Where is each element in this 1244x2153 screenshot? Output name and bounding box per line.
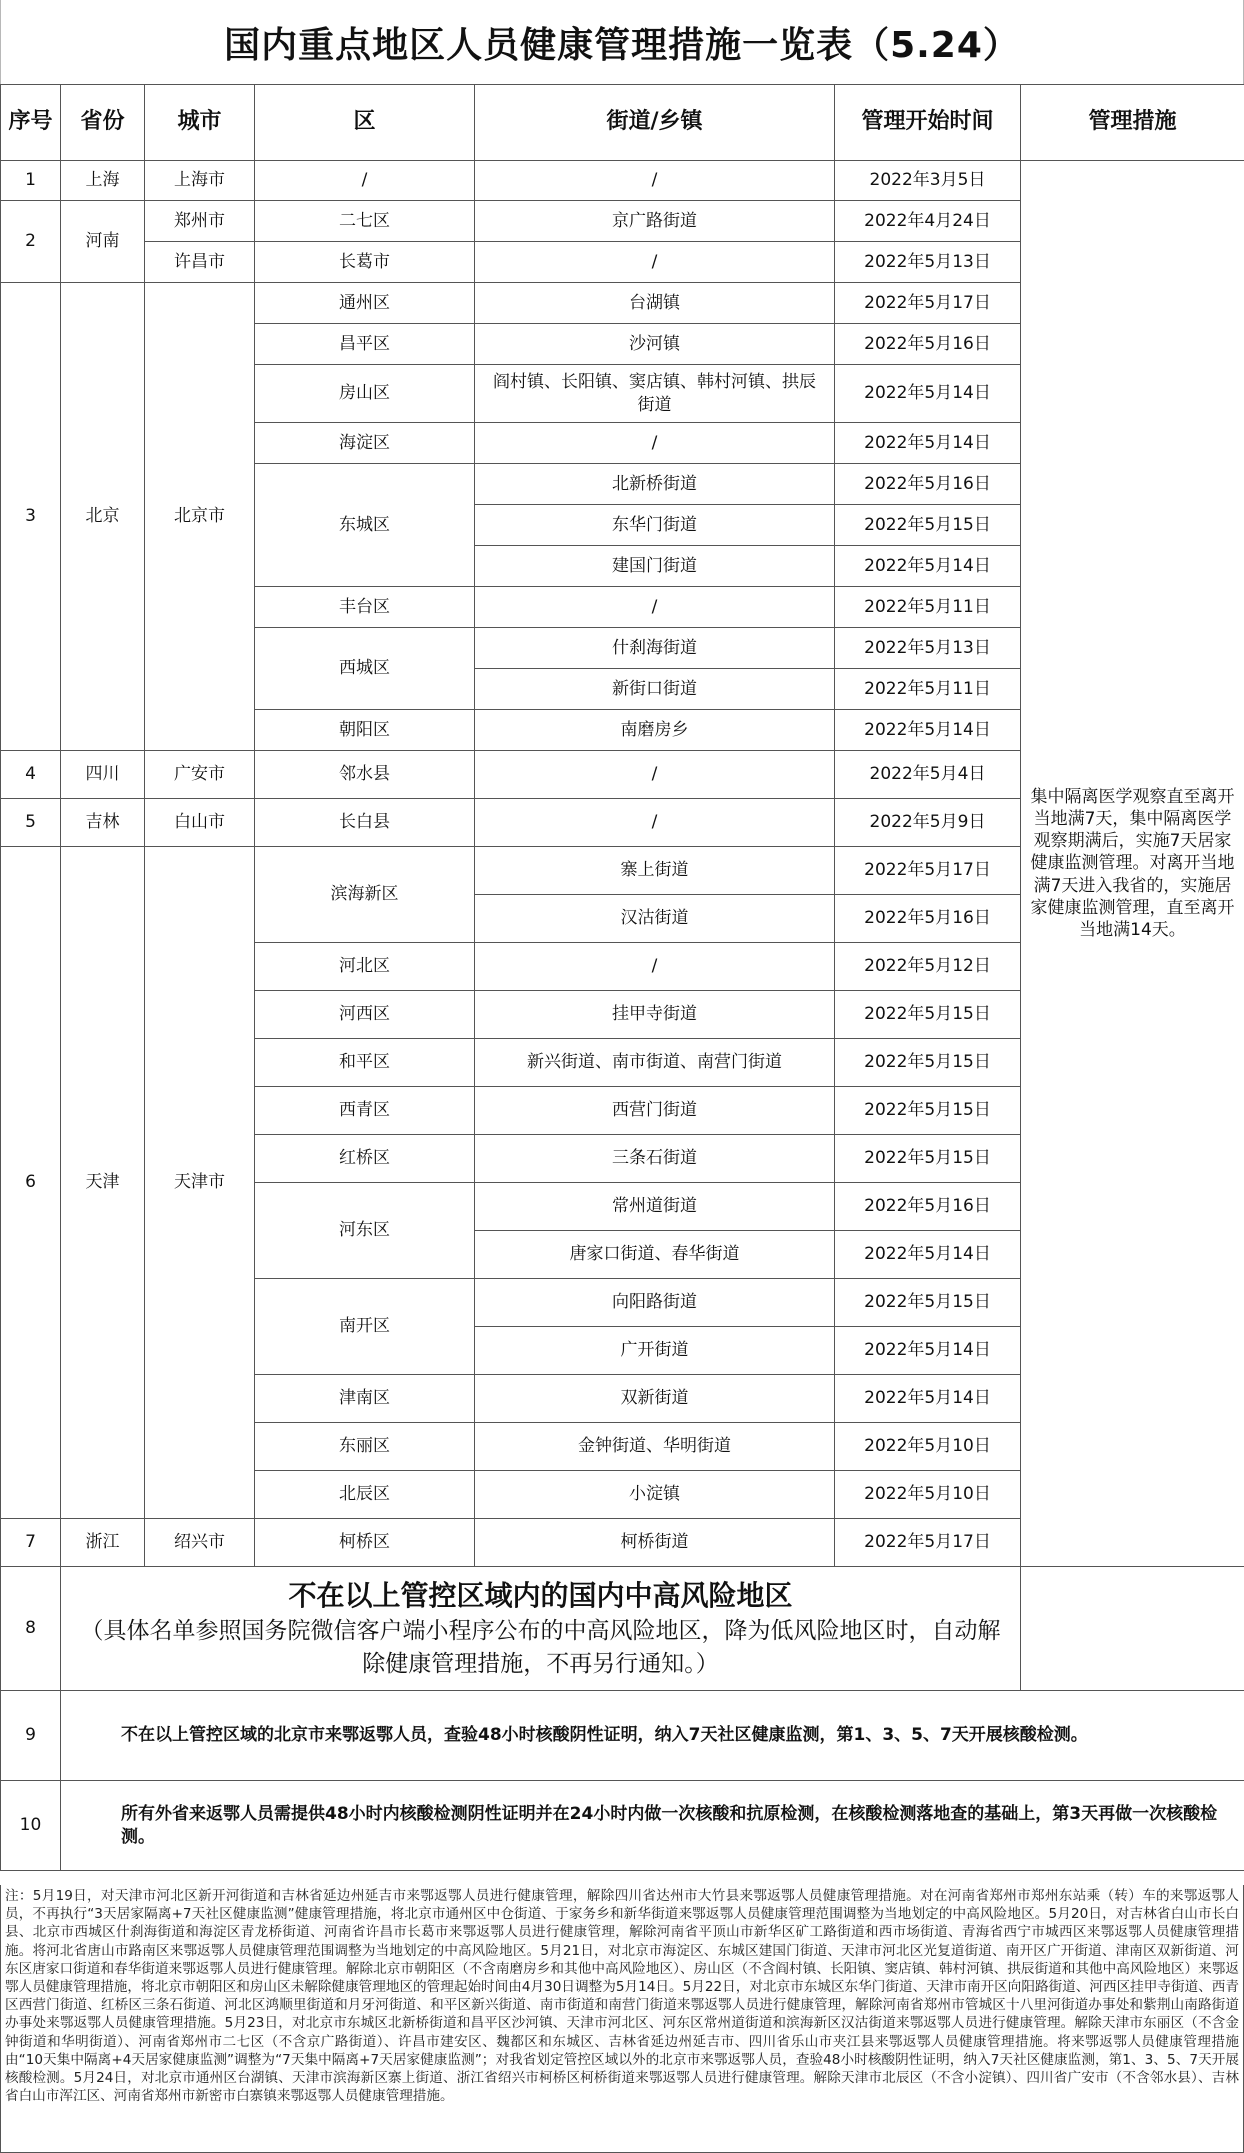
row-street: 广开街道 [475, 1327, 835, 1375]
row-city: 上海市 [145, 161, 255, 201]
row-street: 新兴街道、南市街道、南营门街道 [475, 1039, 835, 1087]
row-district: 北辰区 [255, 1471, 475, 1519]
row-date: 2022年5月10日 [835, 1471, 1021, 1519]
page-title: 国内重点地区人员健康管理措施一览表（5.24） [0, 0, 1244, 84]
measures-cell: 集中隔离医学观察直至离开当地满7天，集中隔离医学观察期满后，实施7天居家健康监测管理。对离开当地满7天进入我省的，实施居家健康监测管理，直至离开当地满14天。 [1021, 161, 1244, 1567]
row-no: 5 [1, 799, 61, 847]
row-street: 汉沽街道 [475, 895, 835, 943]
row-date: 2022年5月11日 [835, 587, 1021, 628]
row-street: / [475, 242, 835, 283]
row-date: 2022年5月10日 [835, 1423, 1021, 1471]
row-street: 南磨房乡 [475, 710, 835, 751]
row-province: 四川 [61, 751, 145, 799]
row-street: 向阳路街道 [475, 1279, 835, 1327]
row-city: 白山市 [145, 799, 255, 847]
row-date: 2022年5月15日 [835, 991, 1021, 1039]
table-row [1, 1567, 1244, 1691]
row-street: / [475, 751, 835, 799]
header-measures: 管理措施 [1021, 85, 1244, 161]
row-street: / [475, 799, 835, 847]
footnote: 注：5月19日，对天津市河北区新开河街道和吉林省延边州延吉市来鄂返鄂人员进行健康管理，解除四川省达州市大竹县来鄂返鄂人员健康管理措施。对在河南省郑州市郑州东站乘（转）车的来鄂返鄂人员，不再执行“3天居家隔离+7天社区健康监测”健康管理措施，将北京市通州区中仓街道、于家务乡和新华街道来鄂返鄂人员健康管理范围调整为当地划定的中高风险地区。5月20日，对吉林省白山市长白县、北京市西城区什刹海街道和海淀区青龙桥街道、河南省许昌市长葛市来鄂返鄂人员进行健康管理，解除河南省平顶山市新华区矿工路街道和西市场街道、青海省西宁市城西区来鄂返鄂人员健康管理措施。将河北省唐山市路南区来鄂返鄂人员健康管理范围调整为当地划定的中高风险地区。5月21日，对北京市海淀区、东城区建国门街道、天津市河北区光复道街道、南开区广开街道、津南区双新街道、河东区唐家口街道和春华街道来鄂返鄂人员进行健康管理。解除北京市朝阳区（不含南磨房乡和其他中高风险地区）、房山区（不含阎村镇、长阳镇、窦店镇、韩村河镇、拱辰街道和其他中高风险地区）来鄂返鄂人员健康管理措施，将北京市朝阳区和房山区未解除健康管理地区的管理起始时间由4月30日调整为5月14日。5月22日，对北京市东城区东华门街道、天津市南开区向阳路街道、河西区挂甲寺街道、西青区西营门街道、红桥区三条石街道、河北区鸿顺里街道和月牙河街道、和平区新兴街道、南市街道和南营门街道来鄂返鄂人员进行健康管理，解除河南省郑州市管城区十八里河街道办事处和紫荆山南路街道办事处来鄂返鄂人员健康管理措施。5月23日，对北京市东城区北新桥街道和昌平区沙河镇、天津市河北区、河东区常州道街道和滨海新区汉沽街道来鄂返鄂人员进行健康管理。解除天津市东丽区（不含金钟街道和华明街道）、河南省郑州市二七区（不含京广路街道）、许昌市建安区、魏都区和东城区、吉林省延边州延吉市、四川省乐山市夹江县来鄂返鄂人员健康管理措施。将来鄂返鄂人员健康管理措施由“10天集中隔离+4天居家健康监测”调整为“7天集中隔离+7天居家健康监测”；对我省划定管控区域以外的北京市来鄂返鄂人员，查验48小时核酸阴性证明，纳入7天社区健康监测，第1、3、5、7天开展核酸检测。5月24日，对北京市通州区台湖镇、天津市滨海新区寨上街道、浙江省绍兴市柯桥区柯桥街道来鄂返鄂人员进行健康管理。解除天津市北辰区（不含小淀镇）、四川省广安市（不含邻水县）、吉林省白山市浑江区、河南省郑州市新密市白寨镇来鄂返鄂人员健康管理措施。 [0, 1885, 1244, 2153]
row-street: 西营门街道 [475, 1087, 835, 1135]
row-date: 2022年5月16日 [835, 464, 1021, 505]
header-start-date: 管理开始时间 [835, 85, 1021, 161]
row-city: 广安市 [145, 751, 255, 799]
row-district: 长葛市 [255, 242, 475, 283]
row-street: 唐家口街道、春华街道 [475, 1231, 835, 1279]
high-risk-cell [61, 1567, 1021, 1691]
table-row [1, 1691, 1244, 1781]
row-district: 西青区 [255, 1087, 475, 1135]
row-province: 天津 [61, 847, 145, 1519]
table-header-row [1, 85, 1244, 161]
row-province: 上海 [61, 161, 145, 201]
row-district: 滨海新区 [255, 847, 475, 943]
row-district: 朝阳区 [255, 710, 475, 751]
row-no: 9 [1, 1691, 61, 1781]
row-province: 吉林 [61, 799, 145, 847]
row-street: 新街口街道 [475, 669, 835, 710]
row-street: 寨上街道 [475, 847, 835, 895]
row-city: 许昌市 [145, 242, 255, 283]
row-date: 2022年5月16日 [835, 895, 1021, 943]
row-district: 津南区 [255, 1375, 475, 1423]
table-row [1, 161, 1244, 201]
row-street: 挂甲寺街道 [475, 991, 835, 1039]
header-district: 区 [255, 85, 475, 161]
row-street: 建国门街道 [475, 546, 835, 587]
row-street: / [475, 587, 835, 628]
row-district: 西城区 [255, 628, 475, 710]
row-district: 河西区 [255, 991, 475, 1039]
row-date: 2022年3月5日 [835, 161, 1021, 201]
empty-measure-cell [1021, 1567, 1244, 1691]
header-no: 序号 [1, 85, 61, 161]
row-date: 2022年5月14日 [835, 546, 1021, 587]
row-date: 2022年5月11日 [835, 669, 1021, 710]
row-date: 2022年5月14日 [835, 423, 1021, 464]
row-district: 长白县 [255, 799, 475, 847]
row-date: 2022年5月15日 [835, 505, 1021, 546]
row-street: 东华门街道 [475, 505, 835, 546]
row-street: 小淀镇 [475, 1471, 835, 1519]
row-district: 东城区 [255, 464, 475, 587]
row-district: 河北区 [255, 943, 475, 991]
management-table [0, 84, 1244, 1871]
row-district: 和平区 [255, 1039, 475, 1087]
row-date: 2022年5月9日 [835, 799, 1021, 847]
row-city: 北京市 [145, 283, 255, 751]
row-street: 三条石街道 [475, 1135, 835, 1183]
row-no: 2 [1, 201, 61, 283]
row-no: 8 [1, 1567, 61, 1691]
row-province: 北京 [61, 283, 145, 751]
row-street: 常州道街道 [475, 1183, 835, 1231]
row-city: 郑州市 [145, 201, 255, 242]
row-street: 北新桥街道 [475, 464, 835, 505]
row-district: 柯桥区 [255, 1519, 475, 1567]
header-street: 街道/乡镇 [475, 85, 835, 161]
row-district: 通州区 [255, 283, 475, 324]
row-date: 2022年5月17日 [835, 847, 1021, 895]
row-street: / [475, 423, 835, 464]
row-date: 2022年4月24日 [835, 201, 1021, 242]
row-district: 邻水县 [255, 751, 475, 799]
header-city: 城市 [145, 85, 255, 161]
row-street: 台湖镇 [475, 283, 835, 324]
row-date: 2022年5月15日 [835, 1135, 1021, 1183]
row-province: 浙江 [61, 1519, 145, 1567]
row-no: 1 [1, 161, 61, 201]
row-date: 2022年5月14日 [835, 365, 1021, 423]
row-street: 双新街道 [475, 1375, 835, 1423]
row-date: 2022年5月16日 [835, 324, 1021, 365]
row-province: 河南 [61, 201, 145, 283]
out-of-province-rule-cell: 所有外省来返鄂人员需提供48小时内核酸检测阴性证明并在24小时内做一次核酸和抗原检测，在核酸检测落地查的基础上，第3天再做一次核酸检测。 [61, 1781, 1244, 1871]
row-district: 昌平区 [255, 324, 475, 365]
row-date: 2022年5月17日 [835, 1519, 1021, 1567]
row-date: 2022年5月16日 [835, 1183, 1021, 1231]
header-province: 省份 [61, 85, 145, 161]
high-risk-title: 不在以上管控区域内的国内中高风险地区 [288, 1578, 793, 1612]
row-district: 房山区 [255, 365, 475, 423]
row-date: 2022年5月14日 [835, 1375, 1021, 1423]
beijing-rule-cell: 不在以上管控区域的北京市来鄂返鄂人员，查验48小时核酸阴性证明，纳入7天社区健康监测，第1、3、5、7天开展核酸检测。 [61, 1691, 1244, 1781]
row-street: 什刹海街道 [475, 628, 835, 669]
row-district: 海淀区 [255, 423, 475, 464]
row-no: 10 [1, 1781, 61, 1871]
row-date: 2022年5月4日 [835, 751, 1021, 799]
row-date: 2022年5月13日 [835, 242, 1021, 283]
row-no: 4 [1, 751, 61, 799]
high-risk-note: （具体名单参照国务院微信客户端小程序公布的中高风险地区，降为低风险地区时，自动解除健康管理措施，不再另行通知。） [80, 1617, 1001, 1678]
row-district: 二七区 [255, 201, 475, 242]
row-district: 丰台区 [255, 587, 475, 628]
row-no: 6 [1, 847, 61, 1519]
row-district: 东丽区 [255, 1423, 475, 1471]
row-date: 2022年5月14日 [835, 1327, 1021, 1375]
row-date: 2022年5月13日 [835, 628, 1021, 669]
row-date: 2022年5月14日 [835, 710, 1021, 751]
row-street: / [475, 161, 835, 201]
row-no: 3 [1, 283, 61, 751]
row-district: 红桥区 [255, 1135, 475, 1183]
row-street: 沙河镇 [475, 324, 835, 365]
row-district: 南开区 [255, 1279, 475, 1375]
row-date: 2022年5月15日 [835, 1279, 1021, 1327]
row-street: 柯桥街道 [475, 1519, 835, 1567]
row-date: 2022年5月17日 [835, 283, 1021, 324]
row-date: 2022年5月12日 [835, 943, 1021, 991]
row-street: 京广路街道 [475, 201, 835, 242]
row-street: 金钟街道、华明街道 [475, 1423, 835, 1471]
row-district: / [255, 161, 475, 201]
row-street: / [475, 943, 835, 991]
row-street: 阎村镇、长阳镇、窦店镇、韩村河镇、拱辰街道 [475, 365, 835, 423]
row-city: 天津市 [145, 847, 255, 1519]
row-district: 河东区 [255, 1183, 475, 1279]
row-date: 2022年5月15日 [835, 1087, 1021, 1135]
row-date: 2022年5月15日 [835, 1039, 1021, 1087]
row-city: 绍兴市 [145, 1519, 255, 1567]
row-no: 7 [1, 1519, 61, 1567]
table-row [1, 1781, 1244, 1871]
row-date: 2022年5月14日 [835, 1231, 1021, 1279]
